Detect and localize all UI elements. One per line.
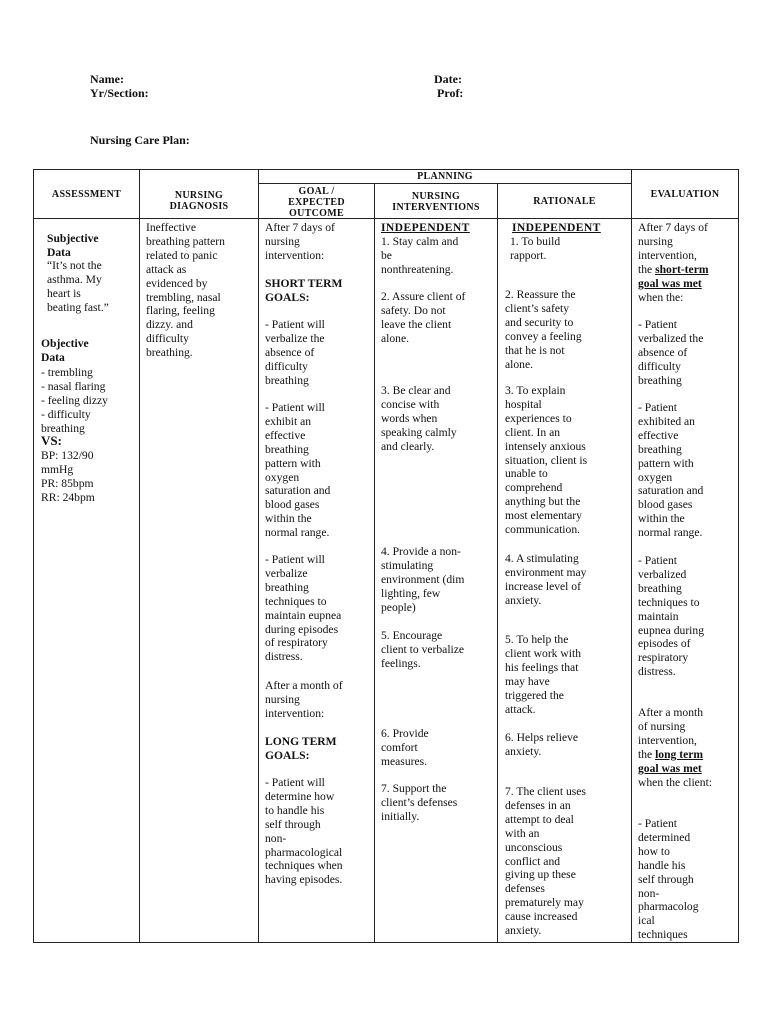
evaluation-goal-met-1: the short-term	[638, 263, 709, 276]
rationale-1: 1. To build rapport.	[510, 235, 561, 262]
rationale-2: 2. Reassure the client’s safety and security to convey a feeling that he is not alone.	[505, 288, 582, 371]
nursing-diagnosis-text: Ineffective breathing pattern related to panic attack as evidenced by trembling, nasal flaring, feeling dizzy. and difficulty breathing.	[146, 221, 225, 360]
interventions-title: INDEPENDENT	[381, 221, 470, 234]
intervention-5: 5. Encourage client to verbalize feelings.	[381, 629, 465, 670]
subjective-data-title: Subjective Data	[47, 232, 99, 259]
prof-label: Prof:	[437, 86, 464, 100]
rationale-3: 3. To explain hospital experiences to client. In an intensely anxious situation, client is unable to comprehend anything but the most elementary communication.	[505, 384, 588, 537]
intervention-4: 4. Provide a non- stimulating environment (dim lighting, few people)	[381, 545, 465, 614]
rationale-5: 5. To help the client work with his feelings that may have triggered the attack.	[505, 633, 581, 716]
date-label: Date:	[434, 72, 462, 86]
header-nursing-diagnosis: NURSING DIAGNOSIS	[169, 190, 229, 212]
name-label: Name:	[90, 72, 124, 86]
evaluation-intro-1: After 7 days of nursing intervention,	[638, 221, 708, 262]
header-assessment: ASSESSMENT	[51, 189, 122, 200]
evaluation-goal-met-2: the long term	[638, 748, 704, 761]
document-title: Nursing Care Plan:	[90, 133, 190, 147]
vital-signs-title: VS:	[41, 433, 62, 448]
rationale-6: 6. Helps relieve anxiety.	[505, 731, 579, 758]
evaluation-intro-2: After a month of nursing intervention,	[638, 706, 704, 747]
long-term-goals-title: LONG TERM GOALS:	[265, 735, 337, 762]
vital-signs-items: BP: 132/90 mmHg PR: 85bpm RR: 24bpm	[41, 449, 95, 504]
subjective-data-text: “It’s not the asthma. My heart is beating fast.”	[47, 259, 109, 314]
evaluation-when-2: when the client:	[638, 776, 713, 789]
objective-data-title: Objective Data	[41, 337, 89, 364]
goal-month-intro: After a month of nursing intervention:	[265, 679, 343, 720]
intervention-7: 7. Support the client’s defenses initially.	[381, 782, 458, 823]
objective-data-items: - trembling - nasal flaring - feeling dizzy - difficulty breathing	[41, 366, 108, 435]
header-evaluation: EVALUATION	[650, 189, 720, 200]
evaluation-item-3: - Patient verbalized breathing techniques to maintain eupnea during episodes of respiratory distress.	[638, 554, 704, 679]
header-planning: PLANNING	[417, 171, 473, 182]
goal-intro: After 7 days of nursing intervention:	[265, 221, 335, 262]
intervention-1: 1. Stay calm and be nonthreatening.	[381, 235, 459, 276]
rationale-4: 4. A stimulating environment may increase level of anxiety.	[505, 552, 587, 607]
header-nursing-interventions: NURSING INTERVENTIONS	[392, 191, 480, 213]
short-term-goals-title: SHORT TERM GOALS:	[265, 277, 343, 304]
evaluation-item-2: - Patient exhibited an effective breathing pattern with oxygen saturation and blood gases within the normal range.	[638, 401, 704, 540]
goal-item-4: - Patient will determine how to handle his self through non- pharmacological techniques when having episodes.	[265, 776, 343, 887]
intervention-6: 6. Provide comfort measures.	[381, 727, 429, 768]
evaluation-goal-met-1b: goal was met	[638, 277, 702, 290]
evaluation-item-4: - Patient determined how to handle his self through non- pharmacolog ical techniques	[638, 817, 699, 942]
rationale-7: 7. The client uses defenses in an attempt to deal with an unconscious conflict and giving up these defenses prematurely may cause increased anxiety.	[505, 785, 586, 938]
evaluation-item-1: - Patient verbalized the absence of difficulty breathing	[638, 318, 704, 387]
evaluation-goal-met-2b: goal was met	[638, 762, 702, 775]
yr-section-label: Yr/Section:	[90, 86, 149, 100]
intervention-3: 3. Be clear and concise with words when speaking calmly and clearly.	[381, 384, 457, 453]
goal-item-3: - Patient will verbalize breathing techniques to maintain eupnea during episodes of respiratory distress.	[265, 553, 342, 664]
evaluation-when-1: when the:	[638, 291, 684, 304]
rationale-title: INDEPENDENT	[512, 221, 601, 234]
goal-item-1: - Patient will verbalize the absence of difficulty breathing	[265, 318, 325, 387]
intervention-2: 2. Assure client of safety. Do not leave the client alone.	[381, 290, 466, 345]
goal-item-2: - Patient will exhibit an effective breathing pattern with oxygen saturation and blood gases within the normal range.	[265, 401, 331, 540]
header-rationale: RATIONALE	[533, 196, 596, 207]
header-goal: GOAL / EXPECTED OUTCOME	[288, 186, 345, 219]
